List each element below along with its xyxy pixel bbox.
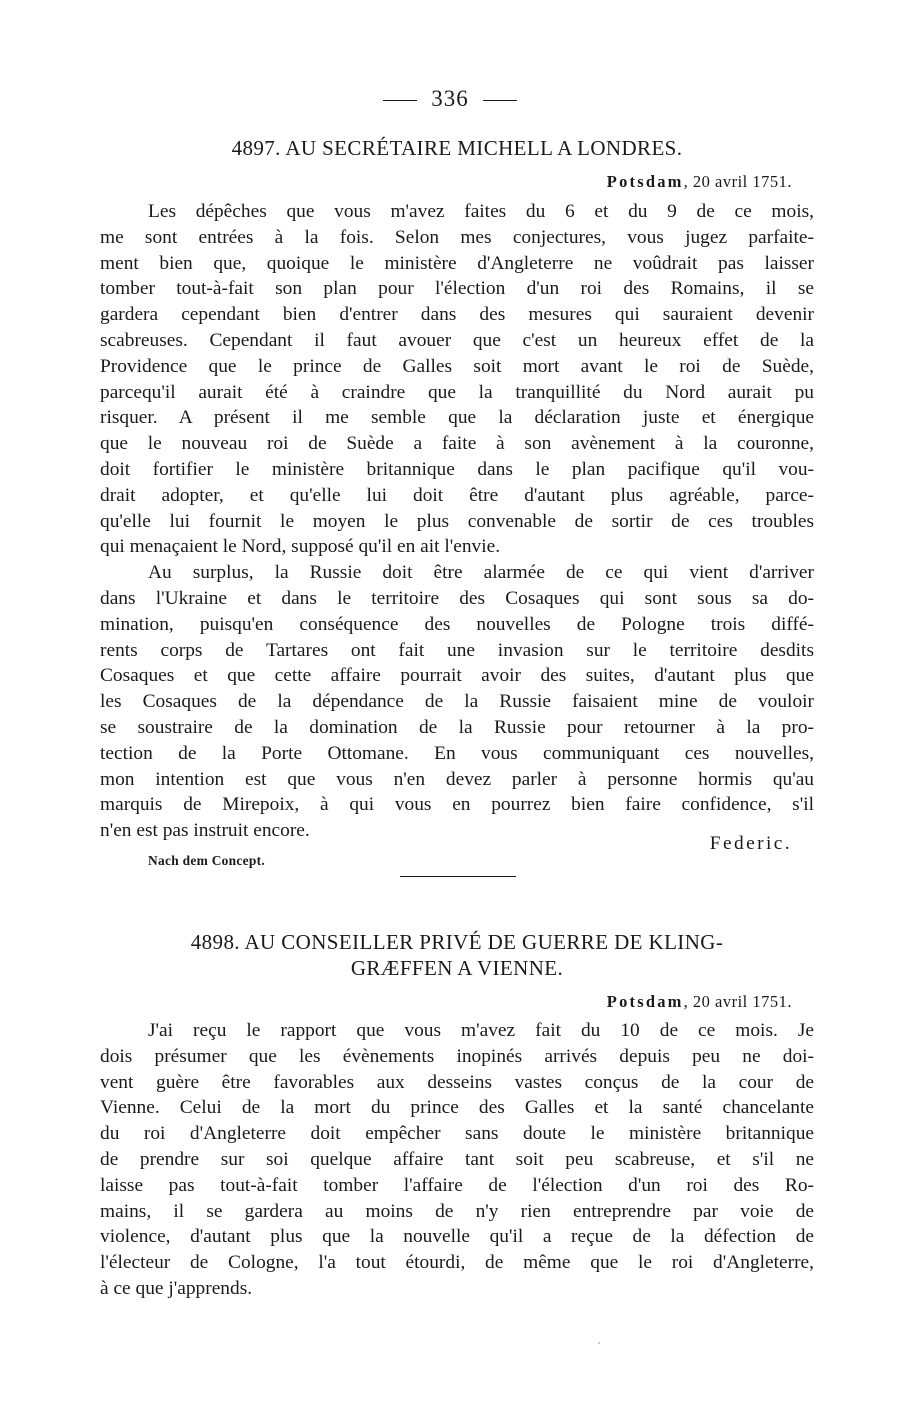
- text-line: gardera cependant bien d'entrer dans des mesures qui sauraient devenir: [100, 304, 814, 326]
- letter2-heading-line1: 4898. AU CONSEILLER PRIVÉ DE GUERRE DE KLING-: [190, 930, 724, 954]
- text-line: me sont entrées à la fois. Selon mes conjectures, vous jugez parfaite-: [100, 226, 814, 248]
- letter2-date-rest: , 20 avril 1751.: [683, 992, 792, 1011]
- text-line: Au surplus, la Russie doit être alarmée de ce qui vient d'arriver: [148, 562, 814, 584]
- text-line: tection de la Porte Ottomane. En vous communiquant ces nouvelles,: [100, 742, 814, 764]
- text-line: Cosaques et que cette affaire pourrait avoir des suites, d'autant plus que: [100, 665, 814, 687]
- text-line: parcequ'il aurait été à craindre que la tranquillité du Nord aurait pu: [100, 381, 814, 403]
- letter1-date-rest: , 20 avril 1751.: [683, 172, 792, 191]
- text-line: drait adopter, et qu'elle lui doit être d'autant plus agréable, parce-: [100, 484, 814, 506]
- section-divider: [400, 876, 516, 877]
- text-line: violence, d'autant plus que la nouvelle qu'il a reçue de la défection de: [100, 1226, 814, 1248]
- text-line: ment bien que, quoique le ministère d'Angleterre ne voûdrait pas laisser: [100, 252, 814, 274]
- text-line: laisse pas tout-à-fait tomber l'affaire de l'élection d'un roi des Ro-: [100, 1174, 814, 1196]
- letter1-signature: Federic.: [709, 833, 792, 854]
- text-line: du roi d'Angleterre doit empêcher sans doute le ministère britannique: [100, 1123, 814, 1145]
- letter2-dateline: [607, 992, 792, 1012]
- text-line: tomber tout-à-fait son plan pour l'élection d'un roi des Romains, il se: [100, 278, 814, 300]
- text-line: à ce que j'apprends.: [100, 1278, 253, 1299]
- text-line: dans l'Ukraine et dans le territoire des Cosaques qui sont sous sa do-: [100, 588, 814, 609]
- text-line: J'ai reçu le rapport que vous m'avez fait du 10 de ce mois. Je: [148, 1020, 814, 1041]
- letter1-source-note: Nach dem Concept.: [148, 853, 266, 868]
- text-line: Les dépêches que vous m'avez faites du 6 et du 9 de ce mois,: [148, 201, 814, 222]
- text-line: se soustraire de la domination de la Russie pour retourner à la pro-: [100, 717, 814, 738]
- text-line: mination, puisqu'en conséquence des nouvelles de Pologne trois diffé-: [100, 613, 814, 635]
- text-line: marquis de Mirepoix, à qui vous en pourrez bien faire confidence, s'il: [100, 794, 814, 816]
- text-line: risquer. A présent il me semble que la déclaration juste et énergique: [100, 407, 814, 429]
- text-line: vent guère être favorables aux desseins vastes conçus de la cour de: [100, 1071, 814, 1093]
- letter2-date-place: Potsdam: [606, 992, 684, 1011]
- letter1-heading: 4897. AU SECRÉTAIRE MICHELL A LONDRES.: [231, 136, 683, 160]
- letter1-date-place: Potsdam: [606, 172, 684, 191]
- page-number: 336: [431, 86, 469, 111]
- letter1-dateline: [607, 172, 792, 192]
- text-line: rents corps de Tartares ont fait une invasion sur le territoire desdits: [100, 639, 814, 661]
- text-line: mon intention est que vous n'en devez parler à personne hormis qu'au: [100, 768, 814, 790]
- text-line: de prendre sur soi quelque affaire tant soit peu scabreuse, et s'il ne: [100, 1149, 814, 1170]
- text-line: Vienne. Celui de la mort du prince des Galles et la santé chancelante: [100, 1097, 814, 1119]
- print-speck: [598, 1342, 600, 1344]
- text-line: que le nouveau roi de Suède a faite à son avènement à la couronne,: [100, 433, 814, 455]
- dash-left: [383, 100, 417, 101]
- text-line: doit fortifier le ministère britannique dans le plan pacifique qu'il vou-: [100, 459, 814, 480]
- text-line: scabreuses. Cependant il faut avouer que c'est un heureux effet de la: [100, 330, 814, 351]
- text-line: Providence que le prince de Galles soit mort avant le roi de Suède,: [100, 355, 814, 377]
- text-line: l'électeur de Cologne, l'a tout étourdi, de même que le roi d'Angleterre,: [100, 1252, 814, 1274]
- text-line: n'en est pas instruit encore.: [100, 820, 310, 842]
- text-line: les Cosaques de la dépendance de la Russie faisaient mine de vouloir: [100, 691, 814, 713]
- text-line: qu'elle lui fournit le moyen le plus convenable de sortir de ces troubles: [100, 510, 814, 532]
- page-number-header: [0, 86, 900, 112]
- dash-right: [483, 100, 517, 101]
- text-line: mains, il se gardera au moins de n'y rien entreprendre par voie de: [100, 1200, 814, 1222]
- letter2-heading-line2: GRÆFFEN A VIENNE.: [350, 956, 564, 980]
- text-line: qui menaçaient le Nord, supposé qu'il en ait l'envie.: [100, 536, 501, 558]
- text-line: dois présumer que les évènements inopinés arrivés depuis peu ne doi-: [100, 1045, 814, 1067]
